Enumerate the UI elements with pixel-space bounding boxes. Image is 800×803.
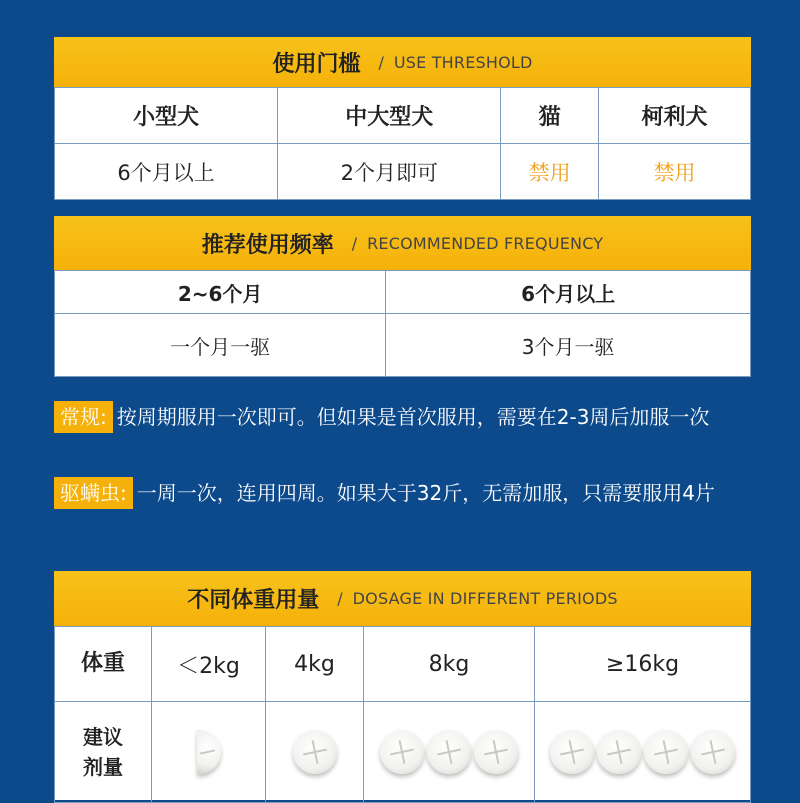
note-mites	[54, 475, 754, 512]
dosage-row-label-weight: 体重	[55, 627, 152, 702]
note-tag-mites: 驱螨虫:	[54, 477, 133, 509]
dosage-weight-8kg: 8kg	[364, 627, 535, 702]
title-separator: /	[337, 589, 343, 608]
threshold-title-zh: 使用门槛	[272, 51, 361, 77]
frequency-card	[54, 216, 751, 376]
threshold-table	[54, 87, 751, 200]
tablet-icon	[550, 730, 594, 774]
table-row	[55, 702, 751, 803]
frequency-title-zh: 推荐使用频率	[201, 232, 334, 258]
dosage-title-zh: 不同体重用量	[187, 588, 320, 613]
threshold-val-cat: 禁用	[501, 144, 599, 200]
dosage-cell-8kg	[364, 702, 535, 803]
pill-group	[364, 730, 534, 774]
note-text-regular: 按周期服用一次即可。但如果是首次服用，需要在2-3周后加服一次	[116, 405, 710, 429]
dosage-weight-4kg: 4kg	[266, 627, 364, 702]
threshold-val-collie: 禁用	[598, 144, 750, 200]
dosage-row-label-dose	[55, 702, 152, 803]
dosage-header	[54, 571, 751, 626]
table-row	[55, 627, 751, 702]
threshold-col-cat: 猫	[501, 88, 599, 144]
tablet-icon	[293, 730, 337, 774]
frequency-val-6-plus-months: 3个月一驱	[386, 314, 751, 377]
threshold-val-small-dog: 6个月以上	[55, 144, 278, 200]
table-row	[55, 144, 751, 200]
threshold-title-en: USE THRESHOLD	[393, 52, 533, 72]
table-row	[55, 88, 751, 144]
tablet-icon	[380, 730, 424, 774]
frequency-col-2-6-months: 2~6个月	[55, 271, 386, 314]
tablet-icon	[597, 730, 641, 774]
threshold-header	[54, 37, 751, 87]
pill-group	[152, 730, 265, 774]
dosage-cell-4kg	[266, 702, 364, 803]
dosage-row-label-dose-text: 建议剂量	[83, 725, 123, 779]
tablet-icon	[474, 730, 518, 774]
frequency-title-en: RECOMMENDED FREQUENCY	[367, 233, 604, 253]
dosage-card	[54, 571, 751, 800]
threshold-col-collie: 柯利犬	[598, 88, 750, 144]
threshold-card	[54, 37, 751, 199]
note-tag-regular: 常规:	[54, 401, 113, 433]
pill-group	[535, 730, 750, 774]
tablet-icon	[644, 730, 688, 774]
dosage-weight-under-2kg: ＜2kg	[152, 627, 266, 702]
frequency-val-2-6-months: 一个月一驱	[55, 314, 386, 377]
dosage-title-en: DOSAGE IN DIFFERENT PERIODS	[352, 589, 618, 608]
half-tablet-icon	[197, 730, 221, 774]
threshold-col-small-dog: 小型犬	[55, 88, 278, 144]
tablet-icon	[691, 730, 735, 774]
frequency-header	[54, 216, 751, 270]
table-row	[55, 314, 751, 377]
pill-group	[266, 730, 363, 774]
frequency-col-6-plus-months: 6个月以上	[386, 271, 751, 314]
note-regular	[54, 399, 754, 436]
title-separator: /	[351, 233, 358, 253]
dosage-table	[54, 626, 751, 803]
table-row	[55, 271, 751, 314]
threshold-val-large-dog: 2个月即可	[278, 144, 501, 200]
dosage-weight-16kg-plus: ≥16kg	[535, 627, 751, 702]
threshold-col-large-dog: 中大型犬	[278, 88, 501, 144]
title-separator: /	[378, 52, 384, 72]
dosage-cell-16kg-plus	[535, 702, 751, 803]
note-text-mites: 一周一次，连用四周。如果大于32斤，无需加服，只需要服用4片	[136, 481, 715, 505]
tablet-icon	[427, 730, 471, 774]
frequency-table	[54, 270, 751, 377]
dosage-cell-under-2kg	[152, 702, 266, 803]
